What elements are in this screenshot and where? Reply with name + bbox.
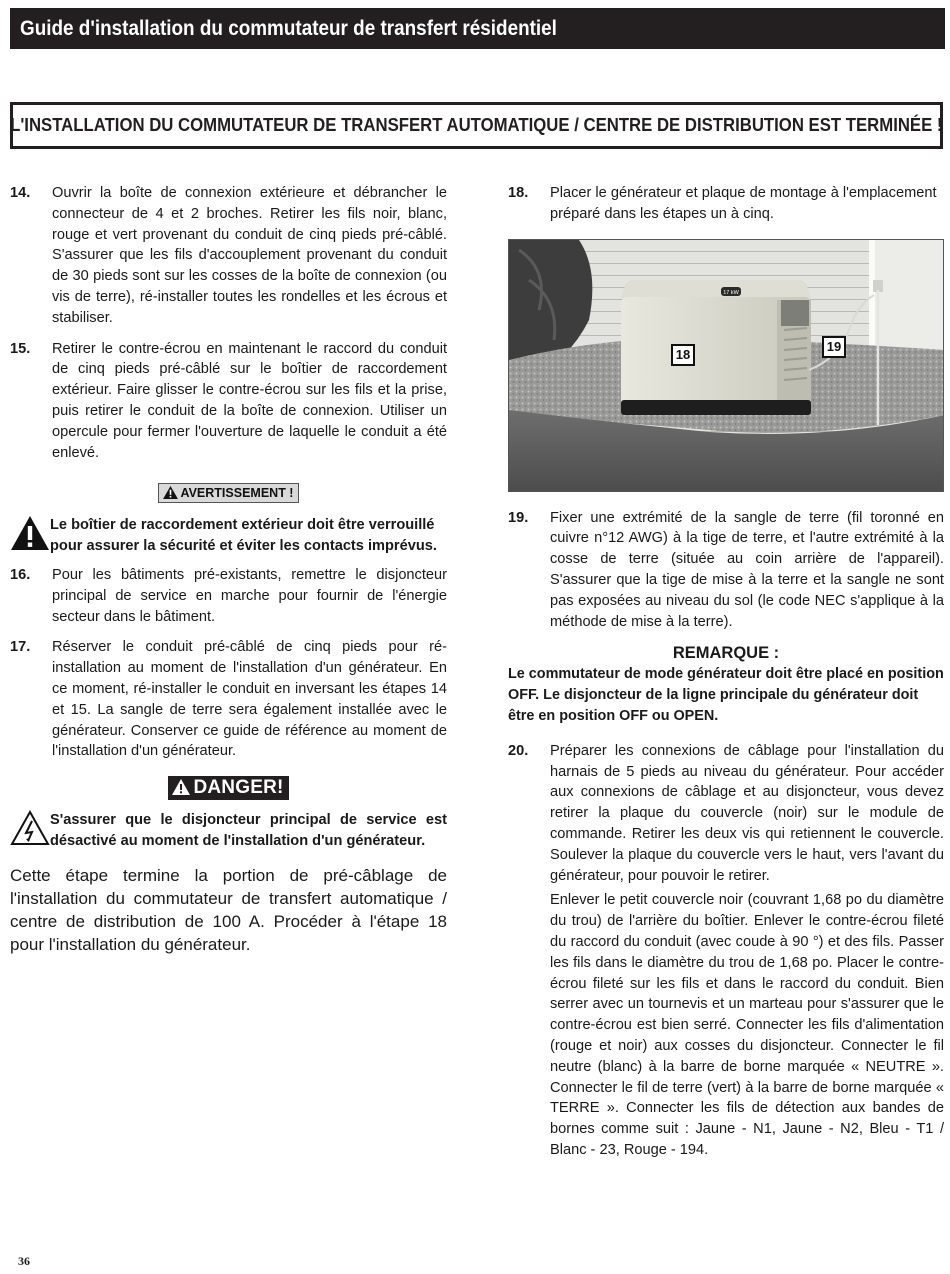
warning-triangle-icon (163, 486, 178, 499)
step-text: Réserver le conduit pré-câblé de cinq pieds pour ré-installation au moment de l'installation d'un générateur. En ce moment, ré-installer le conduit en inversant les étapes 14 et 15. La sangle de terre sera également installée avec le générateur. Conserver ce guide de référence au moment de l'installation d'un générateur. (52, 639, 447, 760)
danger-label-text: DANGER! (193, 777, 284, 799)
danger-block (10, 810, 447, 852)
step-number: 14. (10, 185, 31, 201)
step-text: Placer le générateur et plaque de montage à l'emplacement préparé dans les étapes un à cinq. (550, 185, 937, 222)
step-19 (508, 508, 944, 633)
step-17 (10, 637, 447, 762)
right-column (508, 183, 944, 1161)
note-text: Le commutateur de mode générateur doit être placé en position OFF. Le disjoncteur de la ligne principale du générateur doit être en position OFF ou OPEN. (508, 666, 944, 724)
generator-badge: 17 kW (723, 289, 739, 296)
danger-triangle-icon (172, 779, 190, 795)
danger-label (168, 776, 288, 800)
step-20-continuation: Enlever le petit couvercle noir (couvrant 1,68 po du diamètre du trou) de l'arrière du boîtier. Enlever le contre-écrou fileté du raccord du conduit (avec coude à 90 °) et des fils. Passer les fils dans le diamètre du trou de 1,68 po. Placer le contre-écrou fileté sur les fils et dans le raccord du conduit. Bien serrer avec un tournevis et un marteau pour s'assurer que le contre-écrou est bien serré. Connecter les fils d'alimentation (rouge et noir) aux cosses du disjoncteur. Connecter le fil neutre (blanc) à la barre de borne marquée « NEUTRE ». Connecter le fil de terre (vert) à la barre de borne marquée « TERRE ». Connecter les fils de détection aux bandes de bornes comme suit : Jaune - N1, Jaune - N2, Bleu - T1 / Blanc - 23, Rouge - 194. (550, 892, 944, 1158)
page-number: 36 (18, 1254, 30, 1268)
step-15 (10, 339, 447, 464)
danger-text: S'assurer que le disjoncteur principal de service est désactivé au moment de l'installation d'un générateur. (50, 812, 447, 849)
step-text: Préparer les connexions de câblage pour l'installation du harnais de 5 pieds au niveau du générateur. Pour accéder aux connexions de câblage et au disjoncteur, vous devez retirer la plaque du couvercle (noir) sur le module de commande. Retirer les deux vis qui retiennent le couvercle. Soulever la plaque du couvercle vers le haut, vers l'avant du générateur, pour pouvoir le retirer. (550, 742, 944, 884)
step-number: 19. (508, 509, 529, 526)
note-title: REMARQUE : (672, 644, 780, 663)
warning-label (158, 483, 300, 503)
step-number: 18. (508, 185, 529, 201)
step-text: Fixer une extrémité de la sangle de terre (fil toronné en cuivre n°12 AWG) à la tige de terre, et l'autre extrémité à la cosse de terre (située au coin arrière de l'appareil). S'assurer que la tige de mise à la terre et la sangle ne sont pas exposées au niveau du sol (le code NEC s'applique à la méthode de mise à la terre). (550, 509, 944, 630)
step-text: Retirer le contre-écrou en maintenant le raccord du conduit de cinq pieds pré-câblé sur le boîtier de raccordement extérieur. Faire glisser le contre-écrou sur les fils et la prise, puis retirer le conduit de la boîte de connexion. Utiliser un opercule pour fermer l'ouverture de laquelle le conduit a été enlevé. (52, 340, 447, 461)
generator-scene-illustration (509, 240, 944, 492)
step-14 (10, 183, 447, 329)
step-number: 20. (508, 742, 529, 759)
step-text: Ouvrir la boîte de connexion extérieure et débrancher le connecteur de 4 et 2 broches. Retirer les fils noir, blanc, rouge et vert provenant du conduit de cinq pieds pré-câblé. S'assurer que les fils d'accouplement provenant du conduit de 30 pieds sont sur les cosses de la boîte de connexion (ou vis de terre), ré-installer toutes les rondelles et les écrous et stabiliser. (52, 185, 447, 326)
step-20 (508, 741, 944, 887)
step-number: 16. (10, 566, 31, 583)
page-header (10, 8, 945, 49)
step-number: 15. (10, 340, 31, 357)
electric-shock-icon (10, 810, 50, 846)
step-number: 17. (10, 639, 31, 656)
step-18 (508, 183, 944, 225)
warning-label-wrap (10, 483, 447, 503)
callout-ground-rod: 19 (822, 336, 846, 358)
completion-banner-text: L'INSTALLATION DU COMMUTATEUR DE TRANSFERT AUTOMATIQUE / CENTRE DE DISTRIBUTION EST TERMINÉE ! (10, 115, 943, 135)
generator-installation-photo (508, 239, 944, 492)
warning-text: Le boîtier de raccordement extérieur doit être verrouillé pour assurer la sécurité et éviter les contacts imprévus. (50, 517, 437, 555)
exclamation-warning-icon (10, 515, 50, 551)
left-column (10, 183, 447, 957)
danger-label-wrap (10, 776, 447, 800)
step-16 (10, 565, 447, 627)
summary-paragraph: Cette étape termine la portion de pré-câblage de l'installation du commutateur de transfert automatique / centre de distribution de 100 A. Procéder à l'étape 18 pour l'installation du générateur. (10, 865, 447, 955)
header-title: Guide d'installation du commutateur de transfert résidentiel (20, 17, 557, 40)
completion-banner (10, 102, 943, 149)
callout-generator: 18 (671, 344, 695, 366)
step-text: Pour les bâtiments pré-existants, remettre le disjoncteur principal de service en marche pour fournir de l'énergie secteur dans le bâtiment. (52, 566, 447, 625)
warning-block (10, 515, 447, 557)
warning-label-text: AVERTISSEMENT ! (180, 486, 294, 501)
